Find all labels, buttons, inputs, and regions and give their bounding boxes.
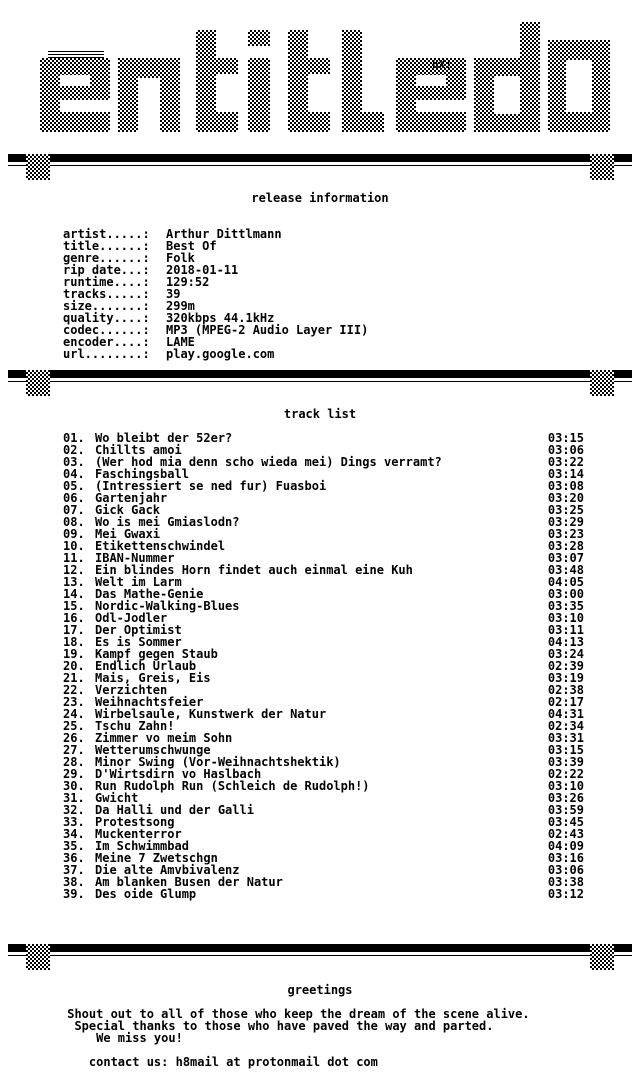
track-dur: 03:59 <box>547 803 584 817</box>
track-dur: 02:34 <box>547 719 584 733</box>
track-num: 16. <box>63 611 85 625</box>
track-num: 06. <box>63 491 85 505</box>
track-num: 23. <box>63 695 85 709</box>
track-num: 09. <box>63 527 85 541</box>
track-name: Verzichten <box>95 683 168 697</box>
track-num: 37. <box>63 863 85 877</box>
track-name: Mei Gwaxi <box>95 527 161 541</box>
track-dur: 03:15 <box>547 431 584 445</box>
track-num: 35. <box>63 839 85 853</box>
field-row: genre......: Folk <box>63 251 195 265</box>
track-dur: 02:22 <box>547 767 584 781</box>
track-name: Run Rudolph Run (Schleich de Rudolph!) <box>95 779 370 793</box>
greetings-title: greetings <box>287 983 353 997</box>
track-num: 08. <box>63 515 85 529</box>
track-name: (Intressiert se ned fur) Fuasboi <box>95 479 327 493</box>
track-list-title: track list <box>283 407 357 421</box>
track-dur: 03:11 <box>547 623 584 637</box>
track-name: Welt im Larm <box>95 575 182 589</box>
track-dur: 03:06 <box>547 443 584 457</box>
field-row: encoder....: LAME <box>63 335 195 349</box>
track-num: 38. <box>63 875 85 889</box>
track-name: Wo is mei Gmiaslodn? <box>95 515 240 529</box>
track-num: 24. <box>63 707 85 721</box>
track-num: 21. <box>63 671 85 685</box>
track-num: 04. <box>63 467 85 481</box>
track-num: 14. <box>63 587 85 601</box>
track-dur: 03:10 <box>547 779 584 793</box>
track-dur: 03:24 <box>547 647 584 661</box>
track-dur: 03:19 <box>547 671 584 685</box>
track-dur: 04:13 <box>547 635 584 649</box>
track-name: Der Optimist <box>95 623 182 637</box>
track-name: Etikettenschwindel <box>95 539 226 553</box>
track-name: Mais, Greis, Eis <box>95 671 211 685</box>
section-divider-greetings <box>8 940 632 970</box>
track-num: 34. <box>63 827 85 841</box>
track-name: Das Mathe-Genie <box>95 587 204 601</box>
track-name: Meine 7 Zwetschgn <box>95 851 218 865</box>
track-dur: 03:07 <box>547 551 584 565</box>
track-row <box>63 888 584 900</box>
track-dur: 03:26 <box>547 791 584 805</box>
track-dur: 02:39 <box>547 659 584 673</box>
track-num: 03. <box>63 455 85 469</box>
contact-line: contact us: h8mail at protonmail dot com <box>60 1055 378 1069</box>
track-dur: 03:15 <box>547 743 584 757</box>
track-dur: 03:20 <box>547 491 584 505</box>
track-num: 01. <box>63 431 85 445</box>
track-dur: 03:16 <box>547 851 584 865</box>
track-name: Faschingsball <box>95 467 189 481</box>
greetings-line: We miss you! <box>60 1031 183 1045</box>
track-name: Muckenterror <box>95 827 182 841</box>
field-row: quality....: 320kbps 44.1kHz <box>63 311 275 325</box>
track-name: Ein blindes Horn findet auch einmal eine Kuh <box>95 563 413 577</box>
track-num: 12. <box>63 563 85 577</box>
track-dur: 04:09 <box>547 839 584 853</box>
track-num: 02. <box>63 443 85 457</box>
track-name: Weihnachtsfeier <box>95 695 204 709</box>
track-name: Es is Sommer <box>95 635 182 649</box>
track-dur: 03:10 <box>547 611 584 625</box>
track-num: 05. <box>63 479 85 493</box>
field-row: codec......: MP3 (MPEG-2 Audio Layer III) <box>63 323 369 337</box>
track-name: Odl-Jodler <box>95 611 168 625</box>
track-name: Nordic-Walking-Blues <box>95 599 240 613</box>
field-row: artist.....: Arthur Dittlmann <box>63 227 282 241</box>
field-row: rip date...: 2018-01-11 <box>63 263 239 277</box>
track-dur: 02:43 <box>547 827 584 841</box>
track-dur: 03:31 <box>547 731 584 745</box>
track-dur: 02:38 <box>547 683 584 697</box>
field-row: title......: Best Of <box>63 239 217 253</box>
track-num: 28. <box>63 755 85 769</box>
track-dur: 04:05 <box>547 575 584 589</box>
track-dur: 03:14 <box>547 467 584 481</box>
field-row: url........: play.google.com <box>63 347 275 361</box>
track-dur: 03:08 <box>547 479 584 493</box>
track-dur: 03:00 <box>547 587 584 601</box>
greetings-line: Special thanks to those who have paved the way and parted. <box>60 1019 494 1033</box>
track-num: 20. <box>63 659 85 673</box>
track-name: Am blanken Busen der Natur <box>95 875 283 889</box>
track-name: Gwicht <box>95 791 139 805</box>
track-num: 18. <box>63 635 85 649</box>
track-dur: 03:29 <box>547 515 584 529</box>
track-name: Tschu Zahn! <box>95 719 175 733</box>
track-dur: 03:12 <box>547 887 584 901</box>
track-name: Endlich Urlaub <box>95 659 197 673</box>
section-divider-top <box>8 150 632 180</box>
track-dur: 03:48 <box>547 563 584 577</box>
track-name: Wo bleibt der 52er? <box>95 431 233 445</box>
track-name: Zimmer vo meim Sohn <box>95 731 233 745</box>
track-dur: 04:31 <box>547 707 584 721</box>
track-num: 32. <box>63 803 85 817</box>
track-name: Chillts amoi <box>95 443 182 457</box>
track-num: 31. <box>63 791 85 805</box>
track-name: Da Halli und der Galli <box>95 803 254 817</box>
track-dur: 03:06 <box>547 863 584 877</box>
track-num: 29. <box>63 767 85 781</box>
track-dur: 03:22 <box>547 455 584 469</box>
track-dur: 02:17 <box>547 695 584 709</box>
track-num: 07. <box>63 503 85 517</box>
track-dur: 03:25 <box>547 503 584 517</box>
track-num: 26. <box>63 731 85 745</box>
track-name: Die alte Amvbivalenz <box>95 863 240 877</box>
field-row: runtime....: 129:52 <box>63 275 210 289</box>
track-name: Gick Gack <box>95 503 161 517</box>
field-row: tracks.....: 39 <box>63 287 181 301</box>
track-name: Gartenjahr <box>95 491 168 505</box>
track-dur: 03:23 <box>547 527 584 541</box>
track-name: Des oide Glump <box>95 887 197 901</box>
track-num: 15. <box>63 599 85 613</box>
track-name: D'Wirtsdirn vo Haslbach <box>95 767 262 781</box>
track-num: 10. <box>63 539 85 553</box>
track-name: IBAN-Nummer <box>95 551 175 565</box>
track-name: Wetterumschwunge <box>95 743 211 757</box>
track-num: 33. <box>63 815 85 829</box>
track-dur: 03:45 <box>547 815 584 829</box>
track-num: 22. <box>63 683 85 697</box>
track-num: 17. <box>63 623 85 637</box>
track-name: (Wer hod mia denn scho wieda mei) Dings verramt? <box>95 455 442 469</box>
track-num: 36. <box>63 851 85 865</box>
section-divider-tracks <box>8 366 632 396</box>
track-name: Im Schwimmbad <box>95 839 189 853</box>
track-num: 13. <box>63 575 85 589</box>
release-info-title: release information <box>251 191 389 205</box>
track-num: 27. <box>63 743 85 757</box>
track-num: 11. <box>63 551 85 565</box>
track-num: 30. <box>63 779 85 793</box>
track-num: 25. <box>63 719 85 733</box>
track-num: 19. <box>63 647 85 661</box>
track-name: Wirbelsaule, Kunstwerk der Natur <box>95 707 327 721</box>
track-name: Protestsong <box>95 815 175 829</box>
release-info-fields <box>63 228 583 360</box>
track-dur: 03:35 <box>547 599 584 613</box>
track-name: Kampf gegen Staub <box>95 647 218 661</box>
entitled-logo <box>0 0 640 150</box>
track-dur: 03:38 <box>547 875 584 889</box>
track-name: Minor Swing (Vor-Weihnachtshektik) <box>95 755 341 769</box>
track-row <box>63 780 584 792</box>
greetings-line: Shout out to all of those who keep the dream of the scene alive. <box>60 1007 530 1021</box>
logo-tag: hX! <box>432 58 452 71</box>
track-num: 39. <box>63 887 85 901</box>
field-row: size.......: 299m <box>63 299 195 313</box>
greetings-text <box>60 1008 620 1068</box>
track-list <box>63 432 584 900</box>
track-dur: 03:28 <box>547 539 584 553</box>
track-dur: 03:39 <box>547 755 584 769</box>
